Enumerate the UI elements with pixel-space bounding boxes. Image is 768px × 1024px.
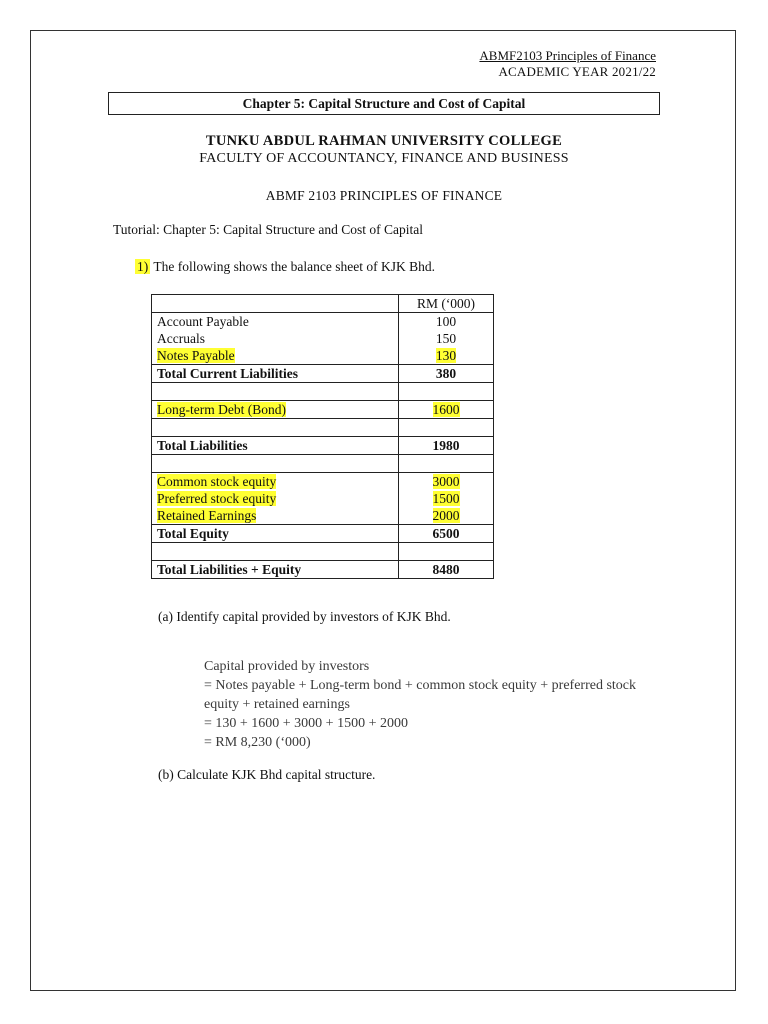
question-1 bbox=[135, 259, 435, 275]
table-row bbox=[152, 473, 494, 491]
row-value: 8480 bbox=[399, 561, 494, 579]
table-row bbox=[152, 347, 494, 365]
highlighted-value: 3000 bbox=[432, 474, 460, 489]
question-b: (b) Calculate KJK Bhd capital structure. bbox=[158, 767, 376, 782]
table-row bbox=[152, 330, 494, 347]
balance-sheet-table bbox=[151, 294, 494, 579]
row-label bbox=[152, 507, 399, 525]
row-value bbox=[399, 347, 494, 365]
chapter-title-box bbox=[108, 92, 660, 115]
row-label: Total Current Liabilities bbox=[152, 365, 399, 383]
row-label: Account Payable bbox=[152, 313, 399, 331]
university-name: TUNKU ABDUL RAHMAN UNIVERSITY COLLEGE bbox=[205, 133, 563, 149]
answer-line: = Notes payable + Long-term bond + common stock equity + preferred stock bbox=[204, 678, 637, 693]
row-label bbox=[152, 347, 399, 365]
course-title: ABMF 2103 PRINCIPLES OF FINANCE bbox=[265, 188, 503, 203]
row-value bbox=[399, 507, 494, 525]
course-code-header: ABMF2103 Principles of Finance bbox=[479, 48, 656, 63]
answer-line: Capital provided by investors bbox=[204, 659, 370, 674]
table-cell bbox=[152, 419, 399, 437]
row-label bbox=[152, 490, 399, 507]
row-value bbox=[399, 490, 494, 507]
table-row bbox=[152, 507, 494, 525]
table-cell bbox=[399, 383, 494, 401]
table-row bbox=[152, 525, 494, 543]
row-value: 150 bbox=[399, 330, 494, 347]
table-row bbox=[152, 455, 494, 473]
answer-a bbox=[204, 657, 724, 752]
table-row bbox=[152, 561, 494, 579]
table-cell bbox=[399, 419, 494, 437]
row-value: 100 bbox=[399, 313, 494, 331]
row-label: Total Liabilities bbox=[152, 437, 399, 455]
table-cell bbox=[152, 543, 399, 561]
row-label: Total Liabilities + Equity bbox=[152, 561, 399, 579]
table-cell bbox=[152, 455, 399, 473]
table-row bbox=[152, 543, 494, 561]
table-row bbox=[152, 419, 494, 437]
row-label: Accruals bbox=[152, 330, 399, 347]
question-1-number: 1) bbox=[137, 259, 149, 274]
row-label bbox=[152, 401, 399, 419]
row-value: 380 bbox=[399, 365, 494, 383]
table-cell bbox=[152, 383, 399, 401]
chapter-title: Chapter 5: Capital Structure and Cost of Capital bbox=[242, 95, 526, 111]
row-value bbox=[399, 401, 494, 419]
table-cell bbox=[399, 455, 494, 473]
answer-line: = RM 8,230 (‘000) bbox=[204, 735, 311, 750]
unit-header: RM (‘000) bbox=[399, 295, 494, 313]
table-row bbox=[152, 490, 494, 507]
row-value: 6500 bbox=[399, 525, 494, 543]
question-1-text: The following shows the balance sheet of KJK Bhd. bbox=[153, 259, 435, 274]
table-cell bbox=[152, 295, 399, 313]
highlighted-label: Preferred stock equity bbox=[157, 491, 277, 506]
highlighted-label: Long-term Debt (Bond) bbox=[157, 402, 286, 417]
table-row bbox=[152, 383, 494, 401]
highlighted-value: 1600 bbox=[432, 402, 460, 417]
question-a: (a) Identify capital provided by investors of KJK Bhd. bbox=[158, 609, 451, 624]
highlighted-label: Retained Earnings bbox=[157, 508, 257, 523]
highlighted-value: 2000 bbox=[432, 508, 460, 523]
table-row bbox=[152, 437, 494, 455]
table-row bbox=[152, 295, 494, 313]
table-row bbox=[152, 401, 494, 419]
row-label bbox=[152, 473, 399, 491]
table-row bbox=[152, 313, 494, 331]
row-label: Total Equity bbox=[152, 525, 399, 543]
row-value bbox=[399, 473, 494, 491]
row-value: 1980 bbox=[399, 437, 494, 455]
highlighted-value: 130 bbox=[435, 348, 457, 363]
table-cell bbox=[399, 543, 494, 561]
highlighted-value: 1500 bbox=[432, 491, 460, 506]
highlighted-label: Common stock equity bbox=[157, 474, 277, 489]
answer-line: equity + retained earnings bbox=[204, 697, 350, 712]
faculty-name: FACULTY OF ACCOUNTANCY, FINANCE AND BUSINESS bbox=[199, 151, 569, 166]
highlighted-label: Notes Payable bbox=[157, 348, 235, 363]
answer-line: = 130 + 1600 + 3000 + 1500 + 2000 bbox=[204, 716, 408, 731]
table-row bbox=[152, 365, 494, 383]
academic-year-header: ACADEMIC YEAR 2021/22 bbox=[498, 64, 656, 79]
tutorial-line: Tutorial: Chapter 5: Capital Structure and Cost of Capital bbox=[113, 222, 423, 237]
